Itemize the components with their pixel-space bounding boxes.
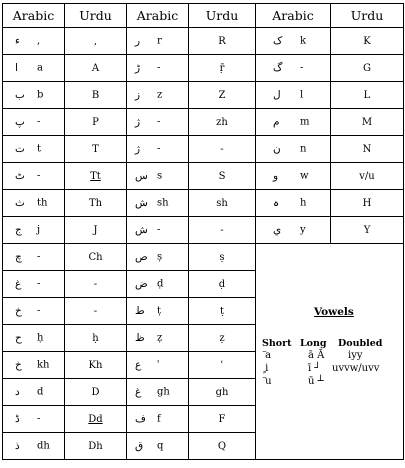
arabic-letter: ٹ [15,170,25,182]
arabic-cell [256,217,331,244]
arabic-transliteration: b [37,89,44,101]
arabic-cell [127,271,189,298]
arabic-cell [3,217,65,244]
long-vowel: ī ┘ [308,363,321,374]
short-vowel: ٍ i [262,363,269,374]
arabic-transliteration: q [157,440,164,452]
urdu-cell: F [189,406,256,433]
short-vowel: ٓ a [262,350,272,361]
urdu-cell: Kh [65,352,127,379]
transliteration-table [2,3,404,460]
urdu-cell: , [65,28,127,55]
arabic-cell [3,163,65,190]
arabic-cell [127,352,189,379]
table-row [3,109,404,136]
arabic-transliteration: - [37,170,41,182]
arabic-transliteration: , [37,35,41,47]
arabic-cell [127,244,189,271]
arabic-letter: ز [135,89,141,101]
arabic-cell [3,298,65,325]
arabic-cell [127,433,189,460]
arabic-transliteration: ḍ [157,278,164,290]
arabic-cell [127,406,189,433]
urdu-cell: G [331,55,404,82]
urdu-cell: Dd [65,406,127,433]
urdu-cell: - [65,271,127,298]
arabic-transliteration: ʿ [157,359,161,371]
arabic-letter: چ [15,251,22,263]
arabic-transliteration: dh [37,440,50,452]
urdu-cell: gh [189,379,256,406]
arabic-cell [256,82,331,109]
arabic-cell [3,271,65,298]
urdu-cell: Q [189,433,256,460]
header-urdu-1: Urdu [65,4,127,28]
urdu-cell: ṭ [189,298,256,325]
long-vowel: ū ┴ [308,376,324,387]
arabic-transliteration: - [37,413,41,425]
arabic-cell [127,28,189,55]
doubled-vowel: iyy [348,350,363,361]
arabic-cell [127,55,189,82]
long-vowel: ā Ā [308,350,325,361]
arabic-letter: ن [273,143,281,155]
arabic-cell [127,82,189,109]
arabic-letter: گ [273,62,283,74]
table-row [3,55,404,82]
urdu-cell: P [65,109,127,136]
arabic-cell [256,190,331,217]
arabic-cell [3,28,65,55]
arabic-transliteration: - [157,62,161,74]
arabic-transliteration: - [157,224,161,236]
arabic-transliteration: s [157,170,163,182]
urdu-cell: - [65,298,127,325]
arabic-cell [127,109,189,136]
header-urdu-2: Urdu [189,4,256,28]
table-row [3,28,404,55]
arabic-cell [256,109,331,136]
arabic-cell [3,55,65,82]
arabic-transliteration: th [37,197,48,209]
arabic-cell [127,298,189,325]
short-vowel: ٓ u [262,376,272,387]
vowels-doubled-label: Doubled [338,338,383,349]
arabic-letter: ذ [15,440,20,452]
doubled-vowel: uvvw/uvv [332,363,380,374]
vowels-long-label: Long [300,338,327,349]
arabic-cell [3,325,65,352]
arabic-transliteration: f [157,413,161,425]
arabic-transliteration: gh [157,386,170,398]
arabic-cell [127,190,189,217]
arabic-letter: ہ [273,197,280,209]
arabic-transliteration: h [300,197,307,209]
urdu-cell: Ch [65,244,127,271]
arabic-letter: ﮊ [135,143,141,155]
arabic-transliteration: y [300,224,306,236]
arabic-cell [3,244,65,271]
arabic-transliteration: ṭ [157,305,162,317]
vowels-cell [256,244,404,460]
arabic-letter: غ [15,278,22,290]
table-row [3,136,404,163]
arabic-transliteration: w [300,170,309,182]
arabic-letter: و [273,170,279,182]
urdu-cell: B [65,82,127,109]
header-arabic-1: Arabic [3,4,65,28]
urdu-cell: M [331,109,404,136]
urdu-cell: T [65,136,127,163]
arabic-cell [3,136,65,163]
arabic-transliteration: l [300,89,304,101]
header-row [3,4,404,28]
arabic-letter: م [273,116,280,128]
urdu-cell: Y [331,217,404,244]
arabic-transliteration: m [300,116,310,128]
urdu-cell: - [189,217,256,244]
arabic-cell [127,379,189,406]
urdu-cell: ṝ [189,55,256,82]
arabic-transliteration: ṣ [157,251,163,263]
arabic-cell [3,82,65,109]
arabic-letter: ر [135,35,141,47]
arabic-cell [3,433,65,460]
urdu-cell: v/u [331,163,404,190]
urdu-cell: D [65,379,127,406]
urdu-cell: K [331,28,404,55]
arabic-letter: ا [15,62,18,74]
urdu-cell: N [331,136,404,163]
urdu-cell: ṣ [189,244,256,271]
urdu-cell: ḍ [189,271,256,298]
arabic-letter: پ [15,116,25,128]
arabic-letter: ک [273,35,283,47]
arabic-letter: ع [135,359,142,371]
arabic-cell [127,136,189,163]
urdu-cell: A [65,55,127,82]
arabic-transliteration: - [37,251,41,263]
arabic-letter: ف [135,413,146,425]
urdu-cell: S [189,163,256,190]
arabic-letter: ض [135,278,148,290]
arabic-transliteration: ḥ [37,332,44,344]
arabic-letter: ژ [135,116,141,128]
arabic-letter: ڈ [15,413,20,425]
table-body [3,28,404,460]
arabic-letter: خ [15,359,22,371]
arabic-letter: ج [15,224,22,236]
arabic-cell [3,379,65,406]
urdu-cell: sh [189,190,256,217]
arabic-transliteration: - [157,143,161,155]
urdu-cell: ḥ [65,325,127,352]
urdu-cell: ʿ [189,352,256,379]
arabic-letter: ش [135,197,148,209]
arabic-transliteration: j [37,224,41,236]
arabic-letter: ث [15,197,25,209]
urdu-cell: L [331,82,404,109]
arabic-transliteration: a [37,62,43,74]
arabic-transliteration: r [157,35,162,47]
arabic-letter: ص [135,251,148,263]
arabic-transliteration: - [157,116,161,128]
arabic-letter: ل [273,89,281,101]
arabic-cell [127,163,189,190]
arabic-transliteration: k [300,35,307,47]
arabic-cell [256,136,331,163]
urdu-cell: Th [65,190,127,217]
urdu-cell: Dh [65,433,127,460]
arabic-letter: ظ [135,332,145,344]
urdu-cell: zh [189,109,256,136]
urdu-cell: Tt [65,163,127,190]
table-row [3,82,404,109]
arabic-letter: ي [273,224,282,236]
table-row [3,163,404,190]
table-row [3,217,404,244]
urdu-cell: Z [189,82,256,109]
arabic-transliteration: kh [37,359,50,371]
arabic-cell [3,190,65,217]
arabic-transliteration: - [37,116,41,128]
arabic-cell [256,28,331,55]
arabic-cell [256,55,331,82]
arabic-transliteration: - [300,62,304,74]
arabic-transliteration: t [37,143,42,155]
arabic-cell [3,406,65,433]
arabic-cell [127,325,189,352]
arabic-letter: ڑ [135,62,141,74]
arabic-letter: ﺵ [135,224,148,236]
arabic-cell [3,352,65,379]
arabic-cell [127,217,189,244]
arabic-transliteration: z [157,89,163,101]
arabic-transliteration: ẓ [157,332,163,344]
vowels-short-label: Short [262,338,292,349]
arabic-letter: ء [15,35,20,47]
arabic-letter: ق [135,440,144,452]
table-row [3,244,404,271]
arabic-letter: ب [15,89,25,101]
arabic-cell [256,163,331,190]
arabic-letter: س [135,170,148,182]
arabic-transliteration: sh [157,197,169,209]
header-arabic-2: Arabic [127,4,189,28]
urdu-cell: - [189,136,256,163]
urdu-cell: R [189,28,256,55]
arabic-letter: خ [15,305,22,317]
urdu-cell: ẓ [189,325,256,352]
header-arabic-3: Arabic [256,4,331,28]
arabic-letter: ت [15,143,25,155]
arabic-transliteration: - [37,305,41,317]
arabic-transliteration: n [300,143,307,155]
arabic-letter: ح [15,332,22,344]
arabic-letter: د [15,386,20,398]
arabic-letter: غ [135,386,142,398]
table-row [3,190,404,217]
urdu-cell: H [331,190,404,217]
urdu-cell: J [65,217,127,244]
arabic-letter: ط [135,305,145,317]
vowels-title: Vowels [314,306,354,318]
arabic-cell [3,109,65,136]
arabic-transliteration: - [37,278,41,290]
header-urdu-3: Urdu [331,4,404,28]
arabic-transliteration: d [37,386,44,398]
